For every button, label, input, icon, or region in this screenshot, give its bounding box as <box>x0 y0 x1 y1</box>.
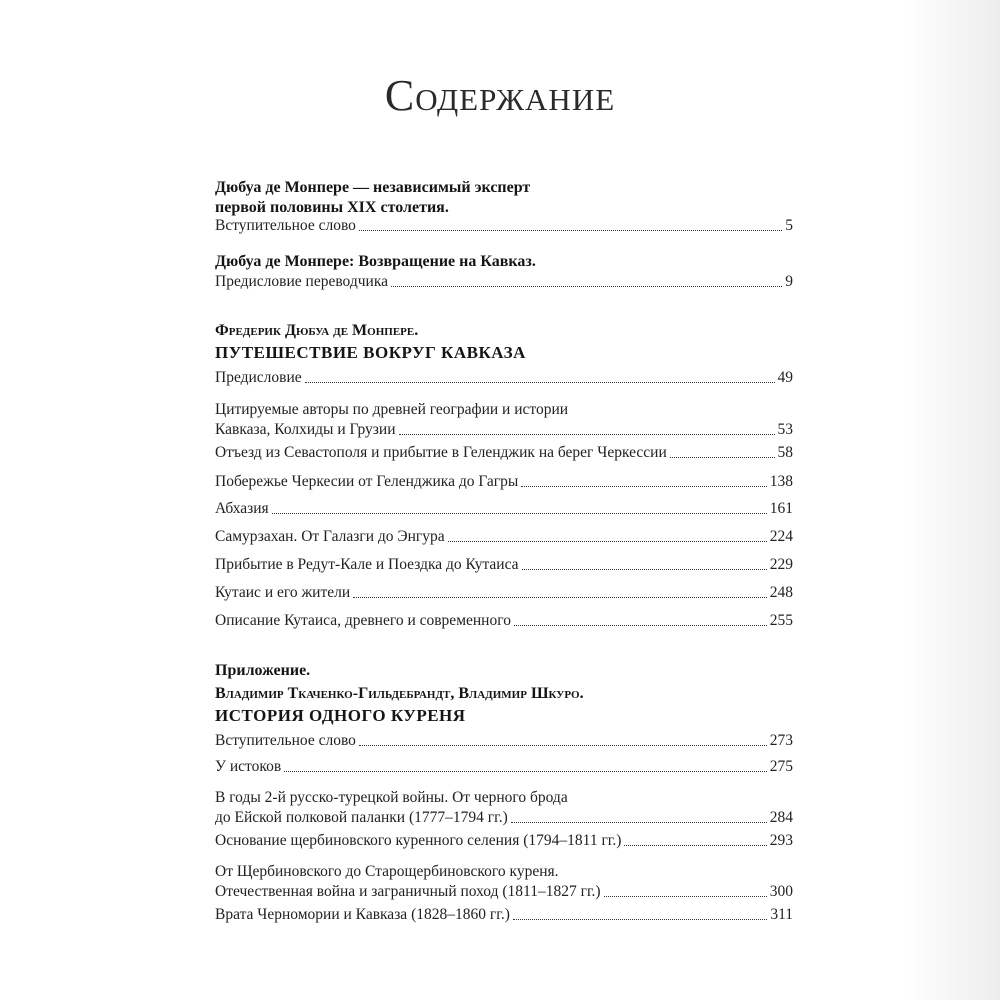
dot-leader <box>284 771 767 772</box>
toc-page-number: 224 <box>769 528 793 545</box>
dot-leader <box>359 745 767 746</box>
toc-entry-title: Отъезд из Севастополя и прибытие в Геленджик на берег Черкессии <box>215 444 667 461</box>
book-title: ИСТОРИЯ ОДНОГО КУРЕНЯ <box>215 706 466 725</box>
dot-leader <box>511 822 767 823</box>
dot-leader <box>391 286 782 287</box>
toc-entry-title: Побережье Черкесии от Геленджика до Гагры <box>215 473 519 490</box>
toc-entry-title: Вступительное слово <box>215 732 356 749</box>
toc-entry-title-line1: В годы 2-й русско-турецкой войны. От черного брода <box>215 789 568 806</box>
toc-entry-title: Кутаис и его жители <box>215 584 351 601</box>
toc-page-number: 275 <box>769 758 793 775</box>
toc-page-number: 300 <box>769 883 793 900</box>
toc-entry[interactable] <box>215 400 793 440</box>
toc-page-number: 311 <box>770 906 793 923</box>
toc-page-number: 255 <box>769 612 793 629</box>
dot-leader <box>305 382 775 383</box>
dot-leader <box>604 896 767 897</box>
book-author: Фредерик Дюбуа де Монпере. <box>215 322 419 339</box>
section-header: Дюбуа де Монпере: Возвращение на Кавказ. <box>215 253 536 270</box>
book-title: ПУТЕШЕСТВИЕ ВОКРУГ КАВКАЗА <box>215 343 526 362</box>
toc-entry-title: Описание Кутаиса, древнего и современного <box>215 612 511 629</box>
toc-page-number: 138 <box>769 473 793 490</box>
toc-page-number: 9 <box>785 273 793 290</box>
dot-leader <box>522 569 767 570</box>
toc-entry-title: Самурзахан. От Галазги до Энгура <box>215 528 445 545</box>
section-header-line2: первой половины XIX столетия. <box>215 199 449 216</box>
toc-page-number: 293 <box>769 832 793 849</box>
dot-leader <box>359 230 782 231</box>
toc-page-number: 284 <box>769 809 793 826</box>
book-authors: Владимир Ткаченко-Гильдебрандт, Владимир Шкуро. <box>215 685 584 702</box>
toc-entry-title: Предисловие переводчика <box>215 273 389 290</box>
dot-leader <box>353 597 767 598</box>
page-edge-shadow <box>905 0 1000 1000</box>
dot-leader <box>399 434 775 435</box>
toc-entry-title: Отечественная война и заграничный поход (1811–1827 гг.) <box>215 883 601 900</box>
toc-entry[interactable] <box>215 527 793 547</box>
toc-page-number: 53 <box>777 421 793 438</box>
toc-page-number: 248 <box>769 584 793 601</box>
toc-entry[interactable] <box>215 443 793 463</box>
toc-page-number: 161 <box>769 500 793 517</box>
toc-entry-title: Абхазия <box>215 500 269 517</box>
toc-entry-title: до Ейской полковой паланки (1777–1794 гг.) <box>215 809 508 826</box>
toc-entry[interactable] <box>215 731 793 751</box>
dot-leader <box>272 513 767 514</box>
dot-leader <box>521 486 766 487</box>
toc-entry[interactable] <box>215 499 793 519</box>
toc-entry[interactable] <box>215 611 793 631</box>
toc-page-number: 229 <box>769 556 793 573</box>
toc-entry[interactable] <box>215 216 793 236</box>
toc-entry-title-line1: От Щербиновского до Старощербиновского куреня. <box>215 863 559 880</box>
toc-entry[interactable] <box>215 272 793 292</box>
toc-entry[interactable] <box>215 862 793 902</box>
toc-entry-title: Прибытие в Редут-Кале и Поездка до Кутаиса <box>215 556 519 573</box>
toc-entry-title: Основание щербиновского куренного селения (1794–1811 гг.) <box>215 832 622 849</box>
dot-leader <box>514 625 767 626</box>
toc-entry-title: Врата Черномории и Кавказа (1828–1860 гг.) <box>215 906 510 923</box>
toc-page-number: 49 <box>777 369 793 386</box>
appendix-label: Приложение. <box>215 662 311 679</box>
toc-page-number: 5 <box>785 217 793 234</box>
toc-entry[interactable] <box>215 831 793 851</box>
page-title: Содержание <box>384 71 616 120</box>
toc-entry[interactable] <box>215 555 793 575</box>
toc-entry-title: Вступительное слово <box>215 217 356 234</box>
toc-entry[interactable] <box>215 757 793 777</box>
toc-entry[interactable] <box>215 905 793 925</box>
toc-page-number: 58 <box>777 444 793 461</box>
dot-leader <box>513 919 767 920</box>
toc-entry-title: Кавказа, Колхиды и Грузии <box>215 421 396 438</box>
section-header-line1: Дюбуа де Монпере — независимый эксперт <box>215 179 531 196</box>
toc-entry[interactable] <box>215 472 793 492</box>
dot-leader <box>448 541 767 542</box>
toc-entry-title: Предисловие <box>215 369 302 386</box>
toc-entry[interactable] <box>215 583 793 603</box>
dot-leader <box>624 845 766 846</box>
toc-entry[interactable] <box>215 788 793 828</box>
dot-leader <box>670 457 775 458</box>
toc-entry-title-line1: Цитируемые авторы по древней географии и истории <box>215 401 569 418</box>
toc-entry-title: У истоков <box>215 758 282 775</box>
toc-entry[interactable] <box>215 368 793 388</box>
toc-page-number: 273 <box>769 732 793 749</box>
